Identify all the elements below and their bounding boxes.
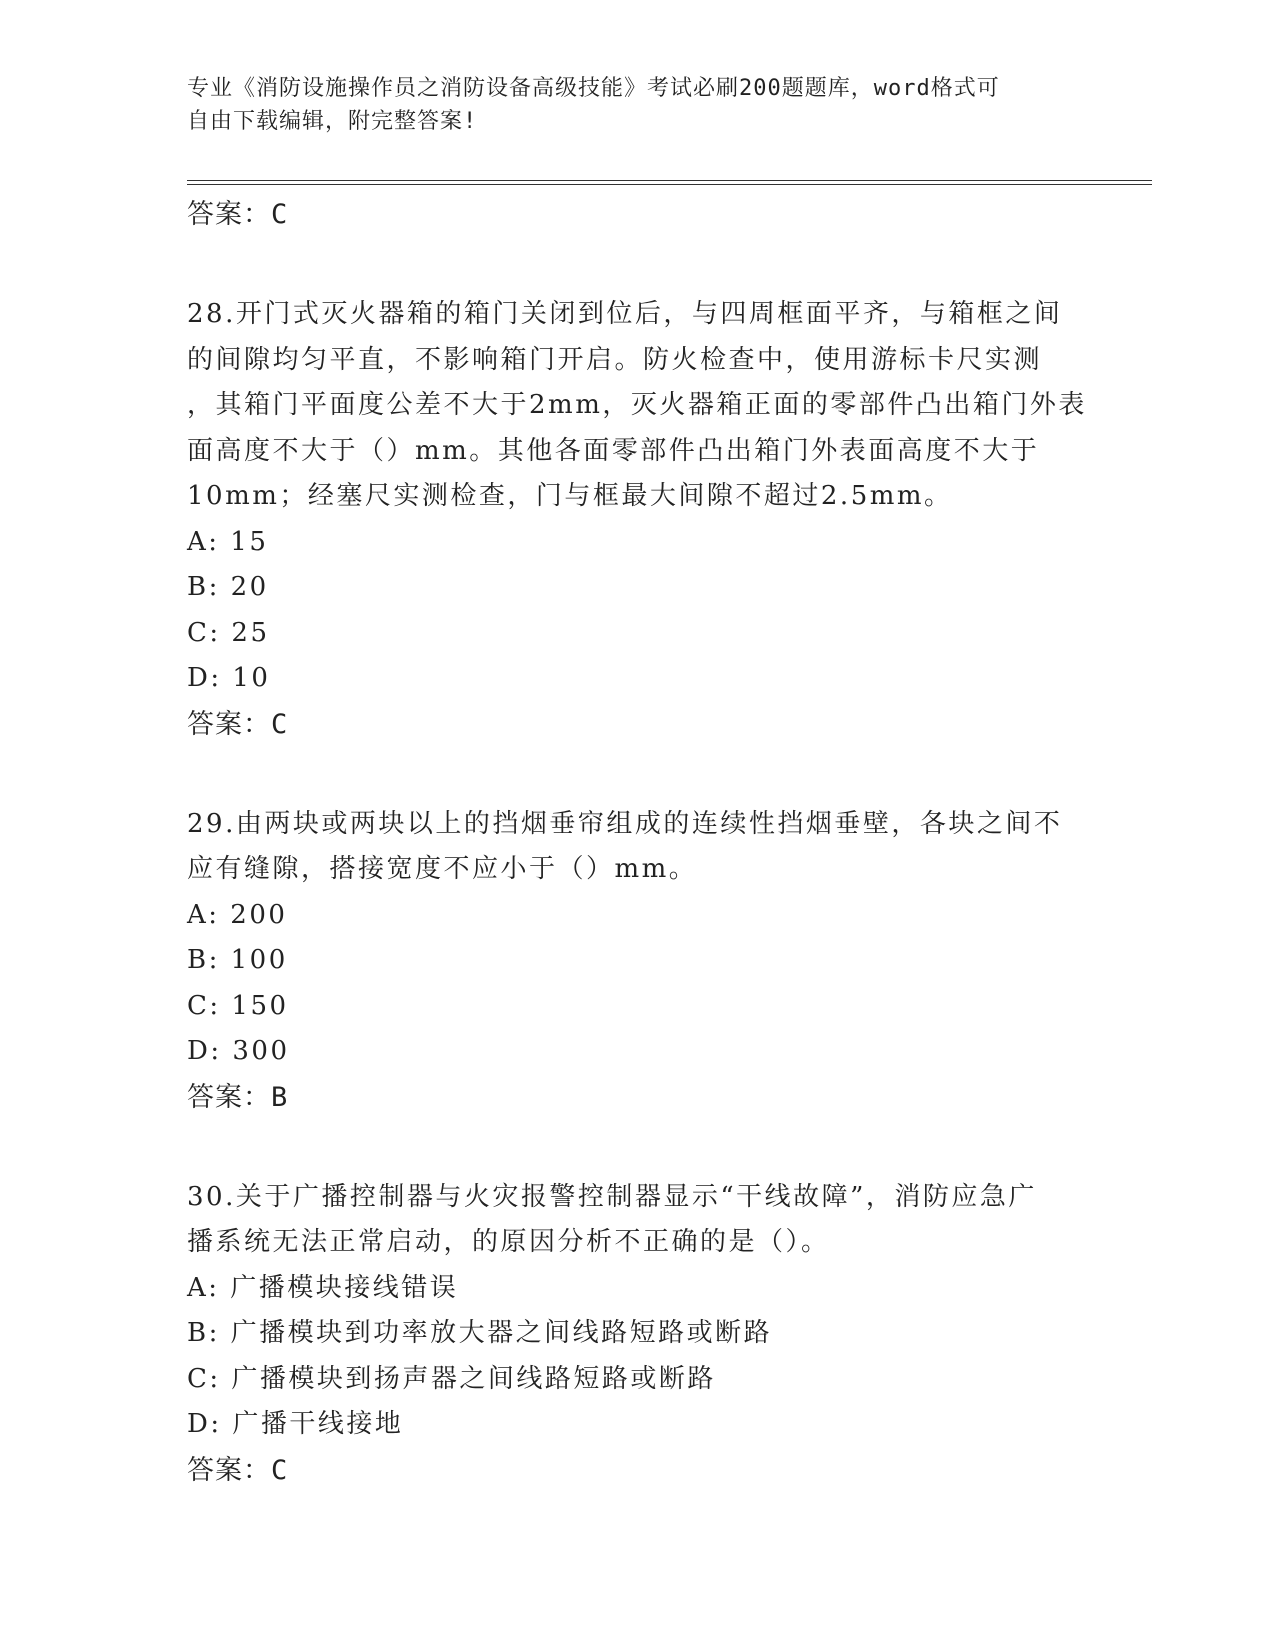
- option-b: B: 20: [187, 572, 269, 602]
- question-text-line: 面高度不大于（）mm。其他各面零部件凸出箱门外表面高度不大于: [187, 435, 1040, 466]
- question-text: [187, 802, 1087, 893]
- question-text-line: ，其箱门平面度公差不大于2mm，灭火器箱正面的零部件凸出箱门外表: [187, 390, 1087, 420]
- header-divider-top: [187, 180, 1152, 181]
- question-text-line: 29.由两块或两块以上的挡烟垂帘组成的连续性挡烟垂壁，各块之间不: [187, 808, 1063, 839]
- question-text-line: 播系统无法正常启动，的原因分析不正确的是（）。: [187, 1227, 830, 1257]
- option-a: A: 15: [187, 526, 269, 557]
- question-text-line: 10mm；经塞尺实测检查，门与框最大间隙不超过2.5mm。: [187, 481, 953, 511]
- previous-answer: 答案：C: [187, 199, 289, 230]
- option-c: C: 150: [187, 990, 289, 1021]
- option-b: B: 广播模块到功率放大器之间线路短路或断路: [187, 1318, 773, 1348]
- question-text-line: 30.关于广播控制器与火灾报警控制器显示“干线故障”，消防应急广: [187, 1181, 1037, 1212]
- option-c: C: 25: [187, 617, 270, 648]
- answer: 答案：C: [187, 1454, 289, 1486]
- option-d: D: 10: [187, 663, 271, 693]
- spacer: [187, 238, 1087, 292]
- question-text-line: 应有缝隙，搭接宽度不应小于（）mm。: [187, 854, 698, 884]
- question-text: [187, 1175, 1087, 1266]
- answer: 答案：C: [187, 708, 289, 740]
- document-body: [187, 188, 1087, 1494]
- header-line-2: 自由下载编辑，附完整答案!: [187, 109, 478, 134]
- question-text-line: 28.开门式灭火器箱的箱门关闭到位后，与四周框面平齐，与箱框之间: [187, 299, 1063, 329]
- option-b: B: 100: [187, 945, 288, 975]
- spacer: [187, 748, 1087, 802]
- option-a: A: 广播模块接线错误: [187, 1272, 459, 1303]
- page-header: [187, 72, 1087, 138]
- question-text: [187, 292, 1087, 520]
- option-d: D: 300: [187, 1036, 290, 1066]
- option-c: C: 广播模块到扬声器之间线路短路或断路: [187, 1363, 716, 1394]
- question-28: [187, 292, 1087, 748]
- header-line-1: 专业《消防设施操作员之消防设备高级技能》考试必刷200题题库，word格式可: [187, 76, 1000, 101]
- spacer: [187, 1121, 1087, 1175]
- option-a: A: 200: [187, 899, 288, 930]
- answer: 答案：B: [187, 1081, 289, 1113]
- header-divider-bottom: [187, 184, 1152, 185]
- question-29: [187, 802, 1087, 1121]
- option-d: D: 广播干线接地: [187, 1409, 404, 1439]
- question-text-line: 的间隙均匀平直，不影响箱门开启。防火检查中，使用游标卡尺实测: [187, 344, 1043, 375]
- question-30: [187, 1175, 1087, 1494]
